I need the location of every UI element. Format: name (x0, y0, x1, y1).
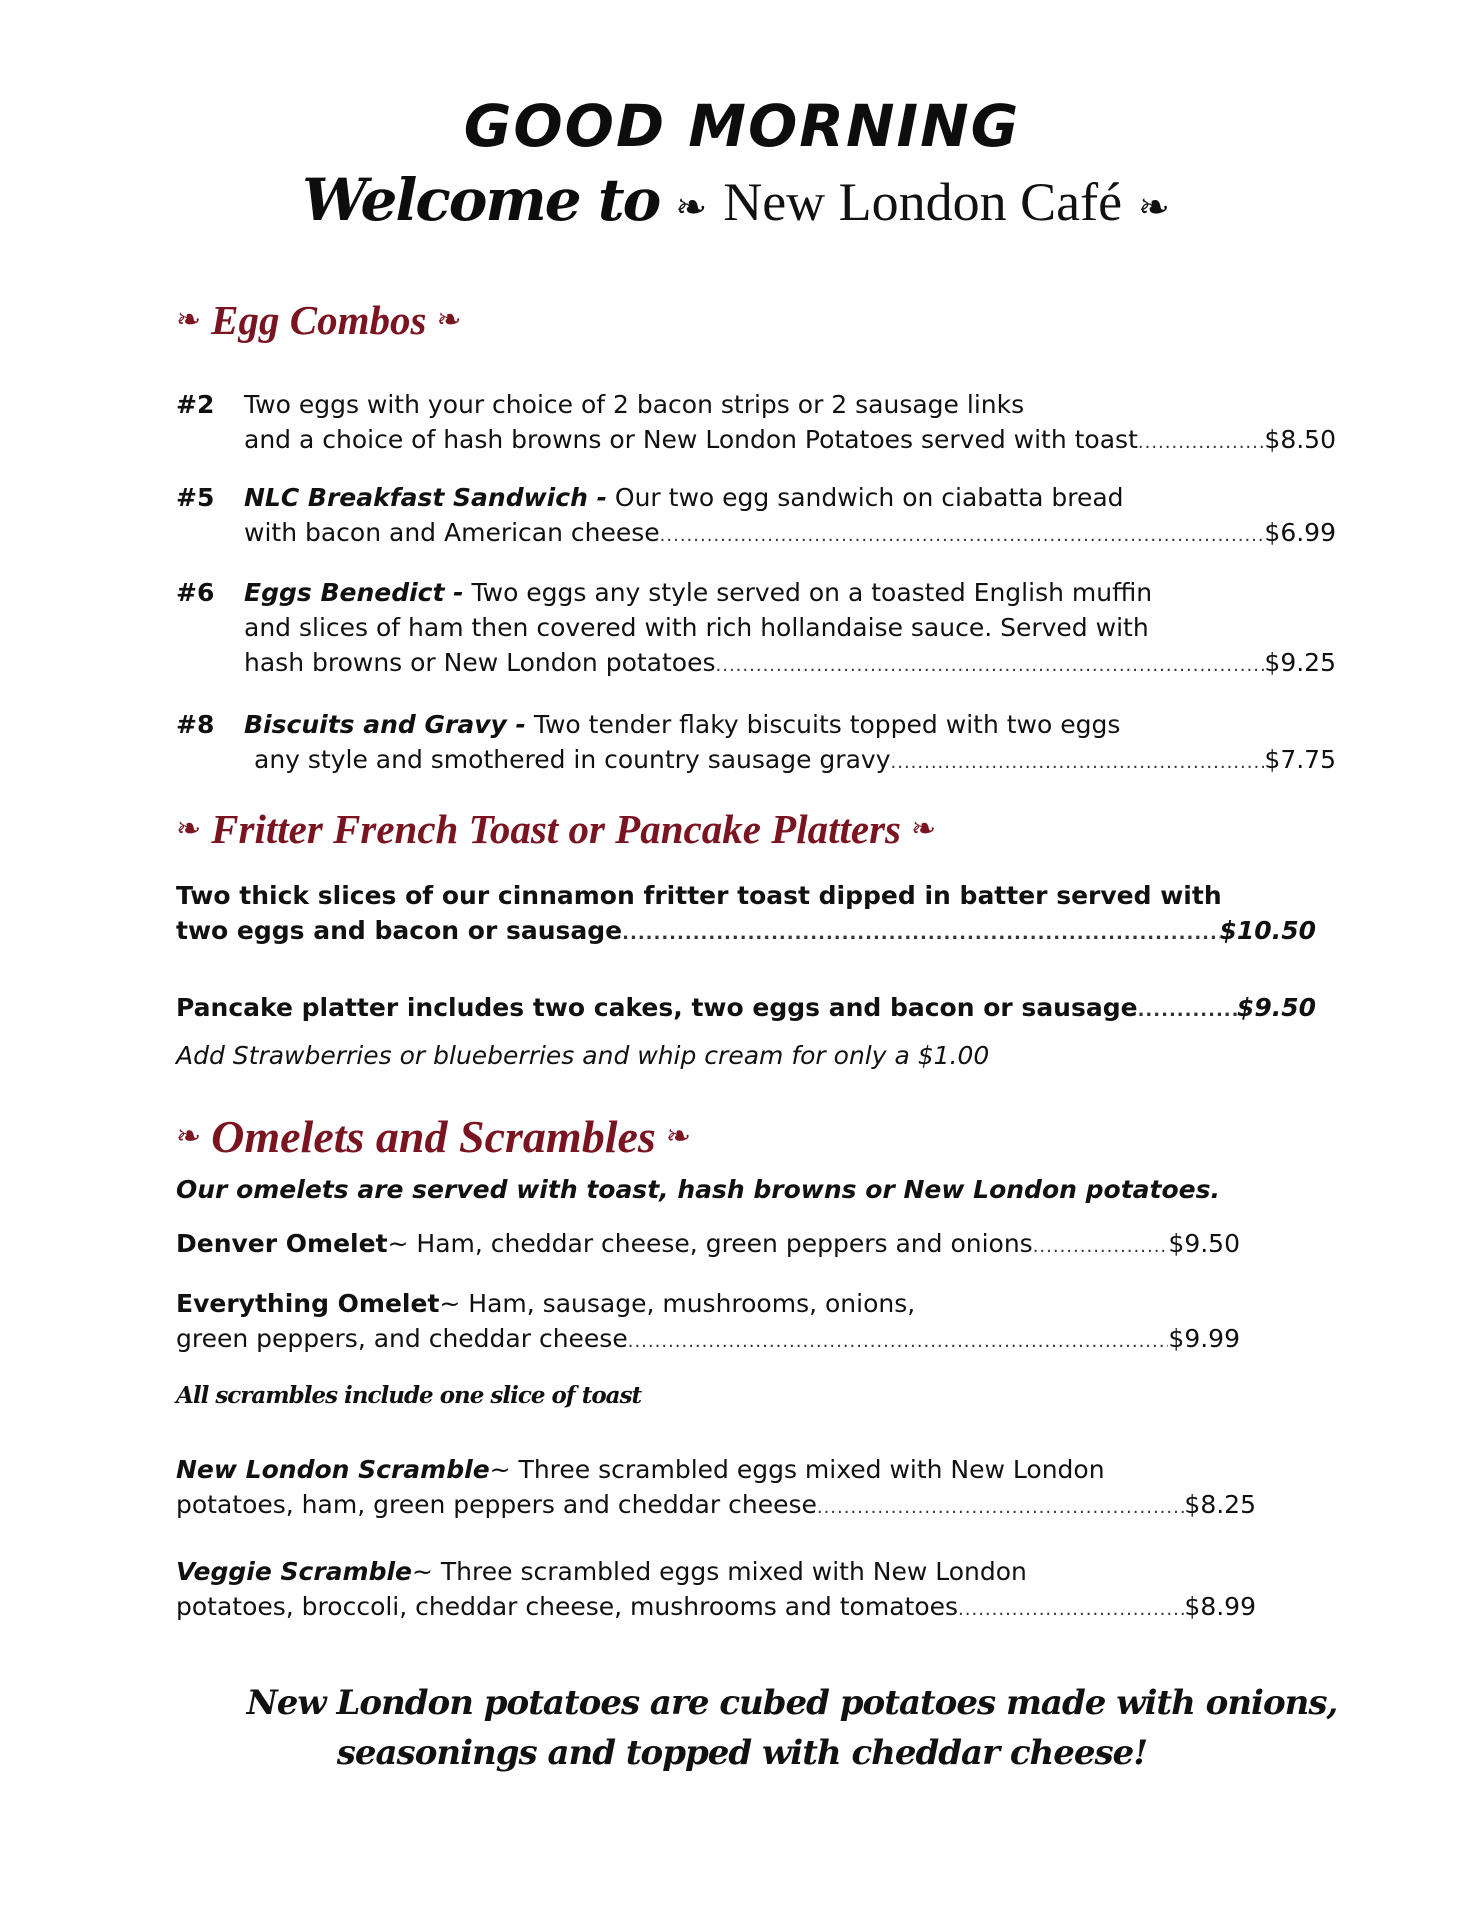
item-name: Denver Omelet (176, 1229, 388, 1258)
item-description: Two eggs with your choice of 2 bacon strips or 2 sausage links (244, 390, 1025, 419)
item-description: and slices of ham then covered with rich hollandaise sauce. Served with (244, 613, 1149, 642)
dot-leader (716, 648, 1265, 683)
item-price: $9.25 (1264, 648, 1336, 677)
omelet-intro: Our omelets are served with toast, hash browns or New London potatoes. (176, 1175, 1220, 1204)
footer-note (0, 1678, 1484, 1778)
item-price: $7.75 (1264, 745, 1336, 774)
fleuron-icon: ❧ (436, 302, 462, 338)
item-description: Two eggs any style served on a toasted English muffin (471, 578, 1153, 607)
menu-item-denver-omelet (176, 1226, 1240, 1264)
item-description: ~ Three scrambled eggs mixed with New London (489, 1455, 1105, 1484)
item-price: $9.50 (1236, 993, 1316, 1022)
item-name: Everything Omelet (176, 1289, 440, 1318)
dot-leader (958, 1592, 1184, 1627)
item-description: ~ Ham, cheddar cheese, green peppers and onions (387, 1229, 1033, 1258)
menu-item-everything-omelet (176, 1286, 1240, 1359)
item-number: #2 (176, 390, 215, 419)
fleuron-icon: ❧ (910, 811, 937, 847)
item-number: #6 (176, 578, 215, 607)
section-title: Egg Combos (211, 297, 427, 343)
item-price: $6.99 (1264, 518, 1336, 547)
pancake-platter-item (176, 990, 1316, 1028)
dot-leader (628, 1324, 1169, 1359)
cafe-name: New London Café (723, 172, 1123, 232)
item-price: $9.50 (1168, 1229, 1240, 1258)
fleuron-icon: ❧ (176, 302, 202, 338)
section-heading-omelets (176, 1110, 691, 1163)
item-description: Our two egg sandwich on ciabatta bread (614, 483, 1124, 512)
item-description: two eggs and bacon or sausage (176, 916, 623, 945)
item-description: Pancake platter includes two cakes, two eggs and bacon or sausage (176, 993, 1138, 1022)
item-description: potatoes, broccoli, cheddar cheese, mushrooms and tomatoes (176, 1592, 959, 1621)
fleuron-icon: ❧ (176, 1119, 202, 1154)
item-price: $8.50 (1264, 425, 1336, 454)
item-price: $8.99 (1184, 1592, 1256, 1621)
item-description: potatoes, ham, green peppers and cheddar cheese (176, 1490, 817, 1519)
item-description: and a choice of hash browns or New London Potatoes served with toast (244, 425, 1138, 454)
item-description: with bacon and American cheese (244, 518, 660, 547)
item-description: any style and smothered in country sausage gravy (254, 745, 891, 774)
item-number: #5 (176, 483, 215, 512)
fleuron-icon: ❧ (176, 811, 202, 847)
welcome-text: Welcome to (302, 166, 660, 234)
item-name: Biscuits and Gravy - (244, 710, 526, 739)
menu-item-veggie-scramble (176, 1554, 1256, 1627)
dot-leader (1138, 425, 1265, 460)
item-price: $9.99 (1168, 1324, 1240, 1353)
footer-line: New London potatoes are cubed potatoes made with onions, (246, 1683, 1338, 1723)
dot-leader (1033, 1229, 1169, 1264)
section-heading-fritter (176, 805, 936, 853)
dot-leader (817, 1490, 1185, 1525)
dot-leader (622, 916, 1219, 951)
dot-leader (891, 745, 1265, 780)
welcome-line (0, 166, 1484, 234)
pancake-addon: Add Strawberries or blueberries and whip cream for only a $1.00 (176, 1041, 990, 1070)
item-description: ~ Ham, sausage, mushrooms, onions, (439, 1289, 916, 1318)
section-title: Fritter French Toast or Pancake Platters (211, 806, 901, 852)
item-description: Two thick slices of our cinnamon fritter toast dipped in batter served with (176, 881, 1222, 910)
dot-leader (1138, 993, 1237, 1028)
item-description: green peppers, and cheddar cheese (176, 1324, 628, 1353)
fleuron-icon: ❧ (675, 185, 708, 229)
item-description: Two tender flaky biscuits topped with two eggs (533, 710, 1121, 739)
item-name: Eggs Benedict - (244, 578, 464, 607)
scramble-note: All scrambles include one slice of toast (176, 1382, 642, 1409)
item-description: hash browns or New London potatoes (244, 648, 716, 677)
item-name: NLC Breakfast Sandwich - (244, 483, 607, 512)
dot-leader (660, 518, 1265, 553)
item-name: New London Scramble (176, 1455, 490, 1484)
fleuron-icon: ❧ (665, 1119, 691, 1154)
section-title: Omelets and Scrambles (211, 1111, 656, 1162)
item-price: $8.25 (1184, 1490, 1256, 1519)
page-title: GOOD MORNING (463, 92, 1021, 160)
menu-item-new-london-scramble (176, 1452, 1256, 1525)
item-description: ~ Three scrambled eggs mixed with New London (412, 1557, 1027, 1586)
fritter-toast-item (176, 878, 1316, 951)
section-heading-egg-combos (176, 296, 462, 344)
item-name: Veggie Scramble (176, 1557, 412, 1586)
item-number: #8 (176, 710, 215, 739)
item-price: $10.50 (1219, 916, 1316, 945)
footer-line: seasonings and topped with cheddar cheese! (336, 1733, 1148, 1773)
fleuron-icon: ❧ (1138, 185, 1170, 229)
